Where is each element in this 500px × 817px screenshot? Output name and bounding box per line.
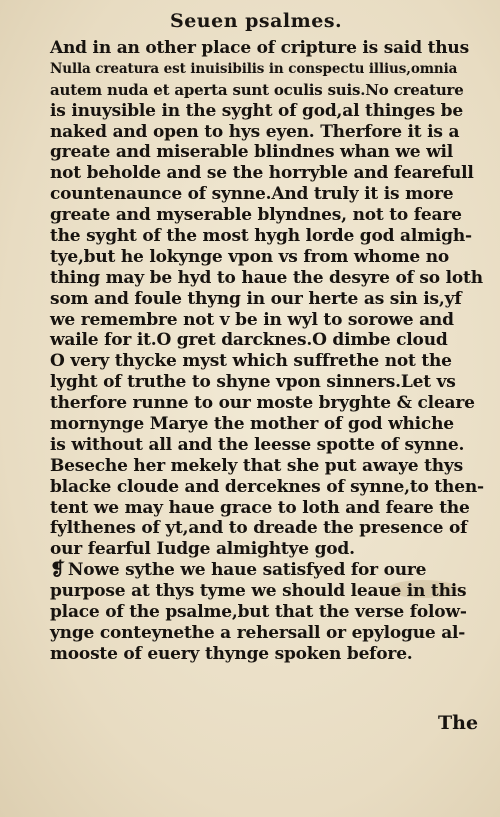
text-line-content: not beholde and se the horryble and fearefull [50,163,474,184]
text-line [50,268,490,289]
text-line-content: countenaunce of synne.And truly it is more [50,184,454,205]
text-line [50,456,490,477]
text-line [50,184,490,205]
text-line-content: blacke cloude and derceknes of synne,to then- [50,476,484,497]
text-line [50,289,490,310]
text-line [50,644,490,665]
text-line [50,539,490,560]
text-line-content: tent we may haue grace to loth and feare the [50,497,470,518]
text-line-content: our fearful Iudge almightye god. [50,539,355,560]
text-line-content: O very thycke myst which suffrethe not the [50,351,452,372]
text-line-content: therfore runne to our moste bryghte & cleare [50,393,475,414]
text-line [50,351,490,372]
text-line [50,435,490,456]
text-line [50,38,490,59]
text-line-content: mooste of euery thynge spoken before. [50,643,413,664]
text-line [50,372,490,393]
text-line-content: Nowe sythe we haue satisfyed for oure [67,560,427,581]
text-line-content: waile for it.O gret darcknes.O dimbe cloud [50,330,448,351]
text-line [50,205,490,226]
text-line [50,414,490,435]
text-line [50,80,490,101]
text-line-content: naked and open to hys eyen. Therfore it is a [50,121,460,142]
text-line [50,477,490,498]
text-line-content: lyght of truthe to shyne vpon sinners.Let vs [50,372,456,393]
text-line-content: the syght of the most hygh lorde god almigh- [50,226,472,247]
text-line-content: place of the psalme,but that the verse folow- [50,602,467,623]
text-line [50,59,490,80]
text-line [50,518,490,539]
body-text [50,38,490,665]
text-line-content: mornynge Marye the mother of god whiche [50,414,454,435]
text-line-content: And in an other place of cripture is said thus [50,38,469,58]
text-line [50,330,490,351]
text-line-content: greate and myserable blyndnes, not to feare [50,205,462,226]
text-line-content: fylthenes of yt,and to dreade the presence of [50,518,468,539]
text-line [50,498,490,519]
catchword: The [438,712,479,734]
text-line [50,226,490,247]
text-line-content: Beseche her mekely that she put awaye thys [50,455,463,476]
running-head: Seuen psalmes. [170,10,343,32]
text-line-content: greate and miserable blindnes whan we wil [50,142,454,163]
text-line [50,142,490,163]
text-line-content: we remembre not v be in wyl to sorowe and [50,309,454,330]
text-line-content: som and foule thyng in our herte as sin is,yf [50,288,462,309]
text-line [50,122,490,143]
text-line [50,602,490,623]
text-line-content: Nulla creatura est inuisibilis in conspectu illius,omnia [50,60,458,77]
text-line [50,560,490,581]
text-line-content: is inuysible in the syght of god,al thinges be [50,100,463,121]
text-line-content: purpose at thys tyme we should leaue in this [50,581,467,602]
text-line [50,623,490,644]
pilcrow-icon: ❡ [50,559,65,581]
text-line [50,101,490,122]
text-line-content: thing may be hyd to haue the desyre of so loth [50,267,483,288]
text-line-content: tye,but he lokynge vpon vs from whome no [50,246,450,267]
text-line [50,310,490,331]
text-line [50,581,490,602]
text-line-content: autem nuda et aperta sunt oculis suis.No creature [50,80,464,99]
text-line [50,247,490,268]
text-line [50,163,490,184]
text-line-content: ynge conteynethe a rehersall or epylogue al- [50,622,466,643]
text-line-content: is without all and the leesse spotte of synne. [50,434,465,455]
text-line [50,393,490,414]
